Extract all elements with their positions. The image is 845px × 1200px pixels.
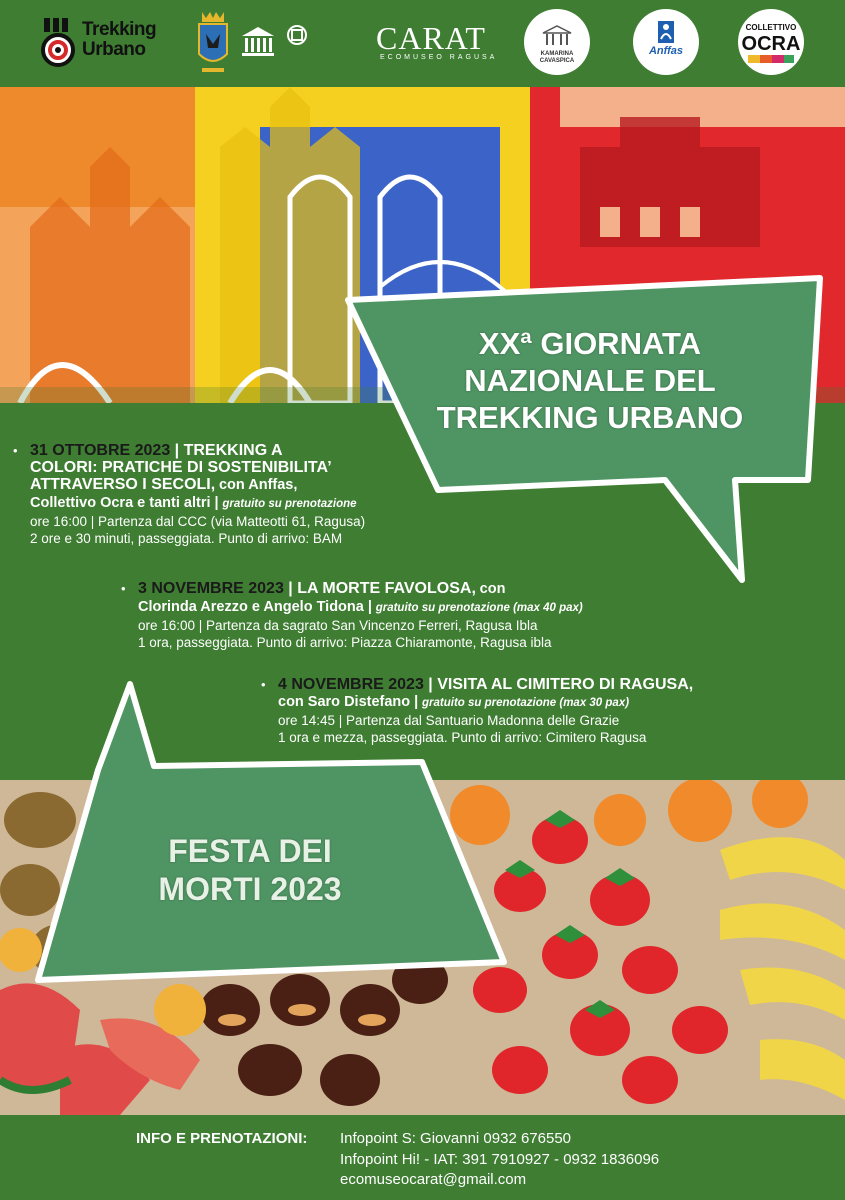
trekking-urbano-mark-icon: [40, 16, 76, 68]
bullet-icon: •: [13, 443, 18, 458]
header-bar: [0, 0, 845, 87]
trekking-urbano-wordmark: Trekking Urbano: [82, 19, 157, 60]
carat-logo: CARAT: [376, 20, 486, 56]
event-31-ottobre: • 31 OTTOBRE 2023 | TREKKING A COLORI: PRATICHE DI SOSTENIBILITA’ ATTRAVERSO I SECOLI, con Anffas, Collettivo Ocra e tanti altri | gratuito su prenotazione ore 16:00 | Partenza dal CCC (via Matteotti 61, Ragusa) 2 ore e 30 minuti, passeggiata. Punto di arrivo: BAM: [13, 442, 366, 546]
festa-title: FESTA DEI MORTI 2023: [158, 833, 342, 907]
anffas-logo: Anffas: [633, 9, 699, 75]
kamarina-ruins-icon: [542, 25, 572, 47]
bullet-icon: •: [121, 581, 126, 596]
infopoint-iat: Infopoint Hi! - IAT: 391 7910927 - 0932 1836096: [340, 1151, 660, 1168]
info-label: INFO E PRENOTAZIONI:: [136, 1130, 308, 1147]
carat-subtitle: ECOMUSEO RAGUSA: [380, 54, 498, 61]
kamarina-logo: KAMARINA CAVASPICA: [524, 9, 590, 75]
unesco-temple-icon: [240, 24, 276, 60]
anffas-figure-icon: [658, 21, 674, 43]
world-heritage-icon: [286, 24, 308, 46]
collettivo-ocra-logo: COLLETTIVO OCRA: [738, 9, 804, 75]
trekking-urbano-logo: [40, 12, 170, 72]
headline-title: XXª GIORNATA NAZIONALE DEL TREKKING URBANO: [436, 326, 744, 435]
infopoint-giovanni: Infopoint S: Giovanni 0932 676550: [340, 1130, 572, 1147]
unesco-logos: [240, 24, 350, 68]
info-footer: [0, 1115, 845, 1200]
contact-email[interactable]: ecomuseocarat@gmail.com: [340, 1171, 527, 1188]
ragusa-crest-icon: [196, 10, 230, 74]
event-4-novembre: • 4 NOVEMBRE 2023 | VISITA AL CIMITERO DI RAGUSA, con Saro Distefano | gratuito su prenotazione (max 30 pax) ore 14:45 | Partenza dal Santuario Madonna delle Grazie 1 ora e mezza, passeggiata. Punto di arrivo: Cimitero Ragusa: [261, 676, 694, 745]
ocra-paint-stripe-icon: [748, 55, 794, 63]
bullet-icon: •: [261, 677, 266, 692]
event-3-novembre: • 3 NOVEMBRE 2023 | LA MORTE FAVOLOSA, con Clorinda Arezzo e Angelo Tidona | gratuito su prenotazione (max 40 pax) ore 16:00 | Partenza da sagrato San Vincenzo Ferreri, Ragusa Ibla 1 ora, passeggiata. Punto di arrivo: Piazza Chiaramonte, Ragusa ibla: [121, 580, 583, 650]
